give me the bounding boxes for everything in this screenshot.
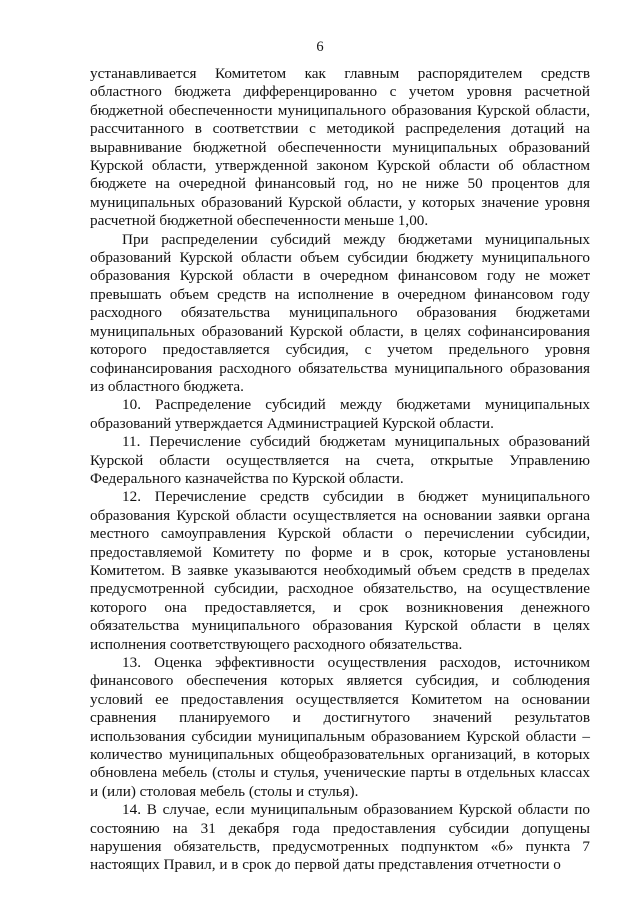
- paragraph-item-13: 13. Оценка эффективности осуществления расходов, источником финансового обеспечения которых является субсидия, и соблюдения условий ее предоставления осуществляется Комитетом на основании сравнения планируемого и достигнутого значений результатов использования субсидии муниципальным образованием Курской области – количество муниципальных общеобразовательных организаций, в которых обновлена мебель (столы и стулья, ученические парты в отдельных классах и (или) столовая мебель (столы и стулья).: [90, 654, 590, 800]
- document-body: [90, 65, 590, 875]
- paragraph-item-14: 14. В случае, если муниципальным образованием Курской области по состоянию на 31 декабря года предоставления субсидии допущены нарушения обязательств, предусмотренных подпунктом «б» пункта 7 настоящих Правил, и в срок до первой даты представления отчетности о: [90, 801, 590, 874]
- paragraph-item-10: 10. Распределение субсидий между бюджетами муниципальных образований утверждается Администрацией Курской области.: [90, 396, 590, 432]
- paragraph-distribution-limit: При распределении субсидий между бюджетами муниципальных образований Курской области объем субсидии бюджету муниципального образования Курской области в очередном финансовом году не может превышать объем средств на исполнение в очередном финансовом году расходного обязательства муниципального образования бюджетами муниципальных образований Курской области, в целях софинансирования которого предоставляется субсидия, с учетом предельного уровня софинансирования расходного обязательства муниципального образования из областного бюджета.: [90, 230, 590, 395]
- page-number: 6: [316, 39, 324, 55]
- paragraph-item-11: 11. Перечисление субсидий бюджетам муниципальных образований Курской области осуществляется на счета, открытые Управлению Федерального казначейства по Курской области.: [90, 433, 590, 487]
- paragraph-item-12: 12. Перечисление средств субсидии в бюджет муниципального образования Курской области осуществляется на основании заявки органа местного самоуправления Курской области о перечислении субсидии, предоставляемой Комитету по форме и в срок, которые установлены Комитетом. В заявке указываются необходимый объем средств в пределах предусмотренной субсидии, расходное обязательство, на осуществление которого она предоставляется, и срок возникновения денежного обязательства муниципального образования Курской области в целях исполнения соответствующего расходного обязательства.: [90, 488, 590, 653]
- paragraph-continuation: устанавливается Комитетом как главным распорядителем средств областного бюджета дифференцированно с учетом уровня расчетной бюджетной обеспеченности муниципального образования Курской области, рассчитанного в соответствии с методикой распределения дотаций на выравнивание бюджетной обеспеченности муниципальных образований Курской области, утвержденной законом Курской области об областном бюджете на очередной финансовый год, но не ниже 50 процентов для муниципальных образований Курской области, у которых значение уровня расчетной бюджетной обеспеченности меньше 1,00.: [90, 65, 590, 230]
